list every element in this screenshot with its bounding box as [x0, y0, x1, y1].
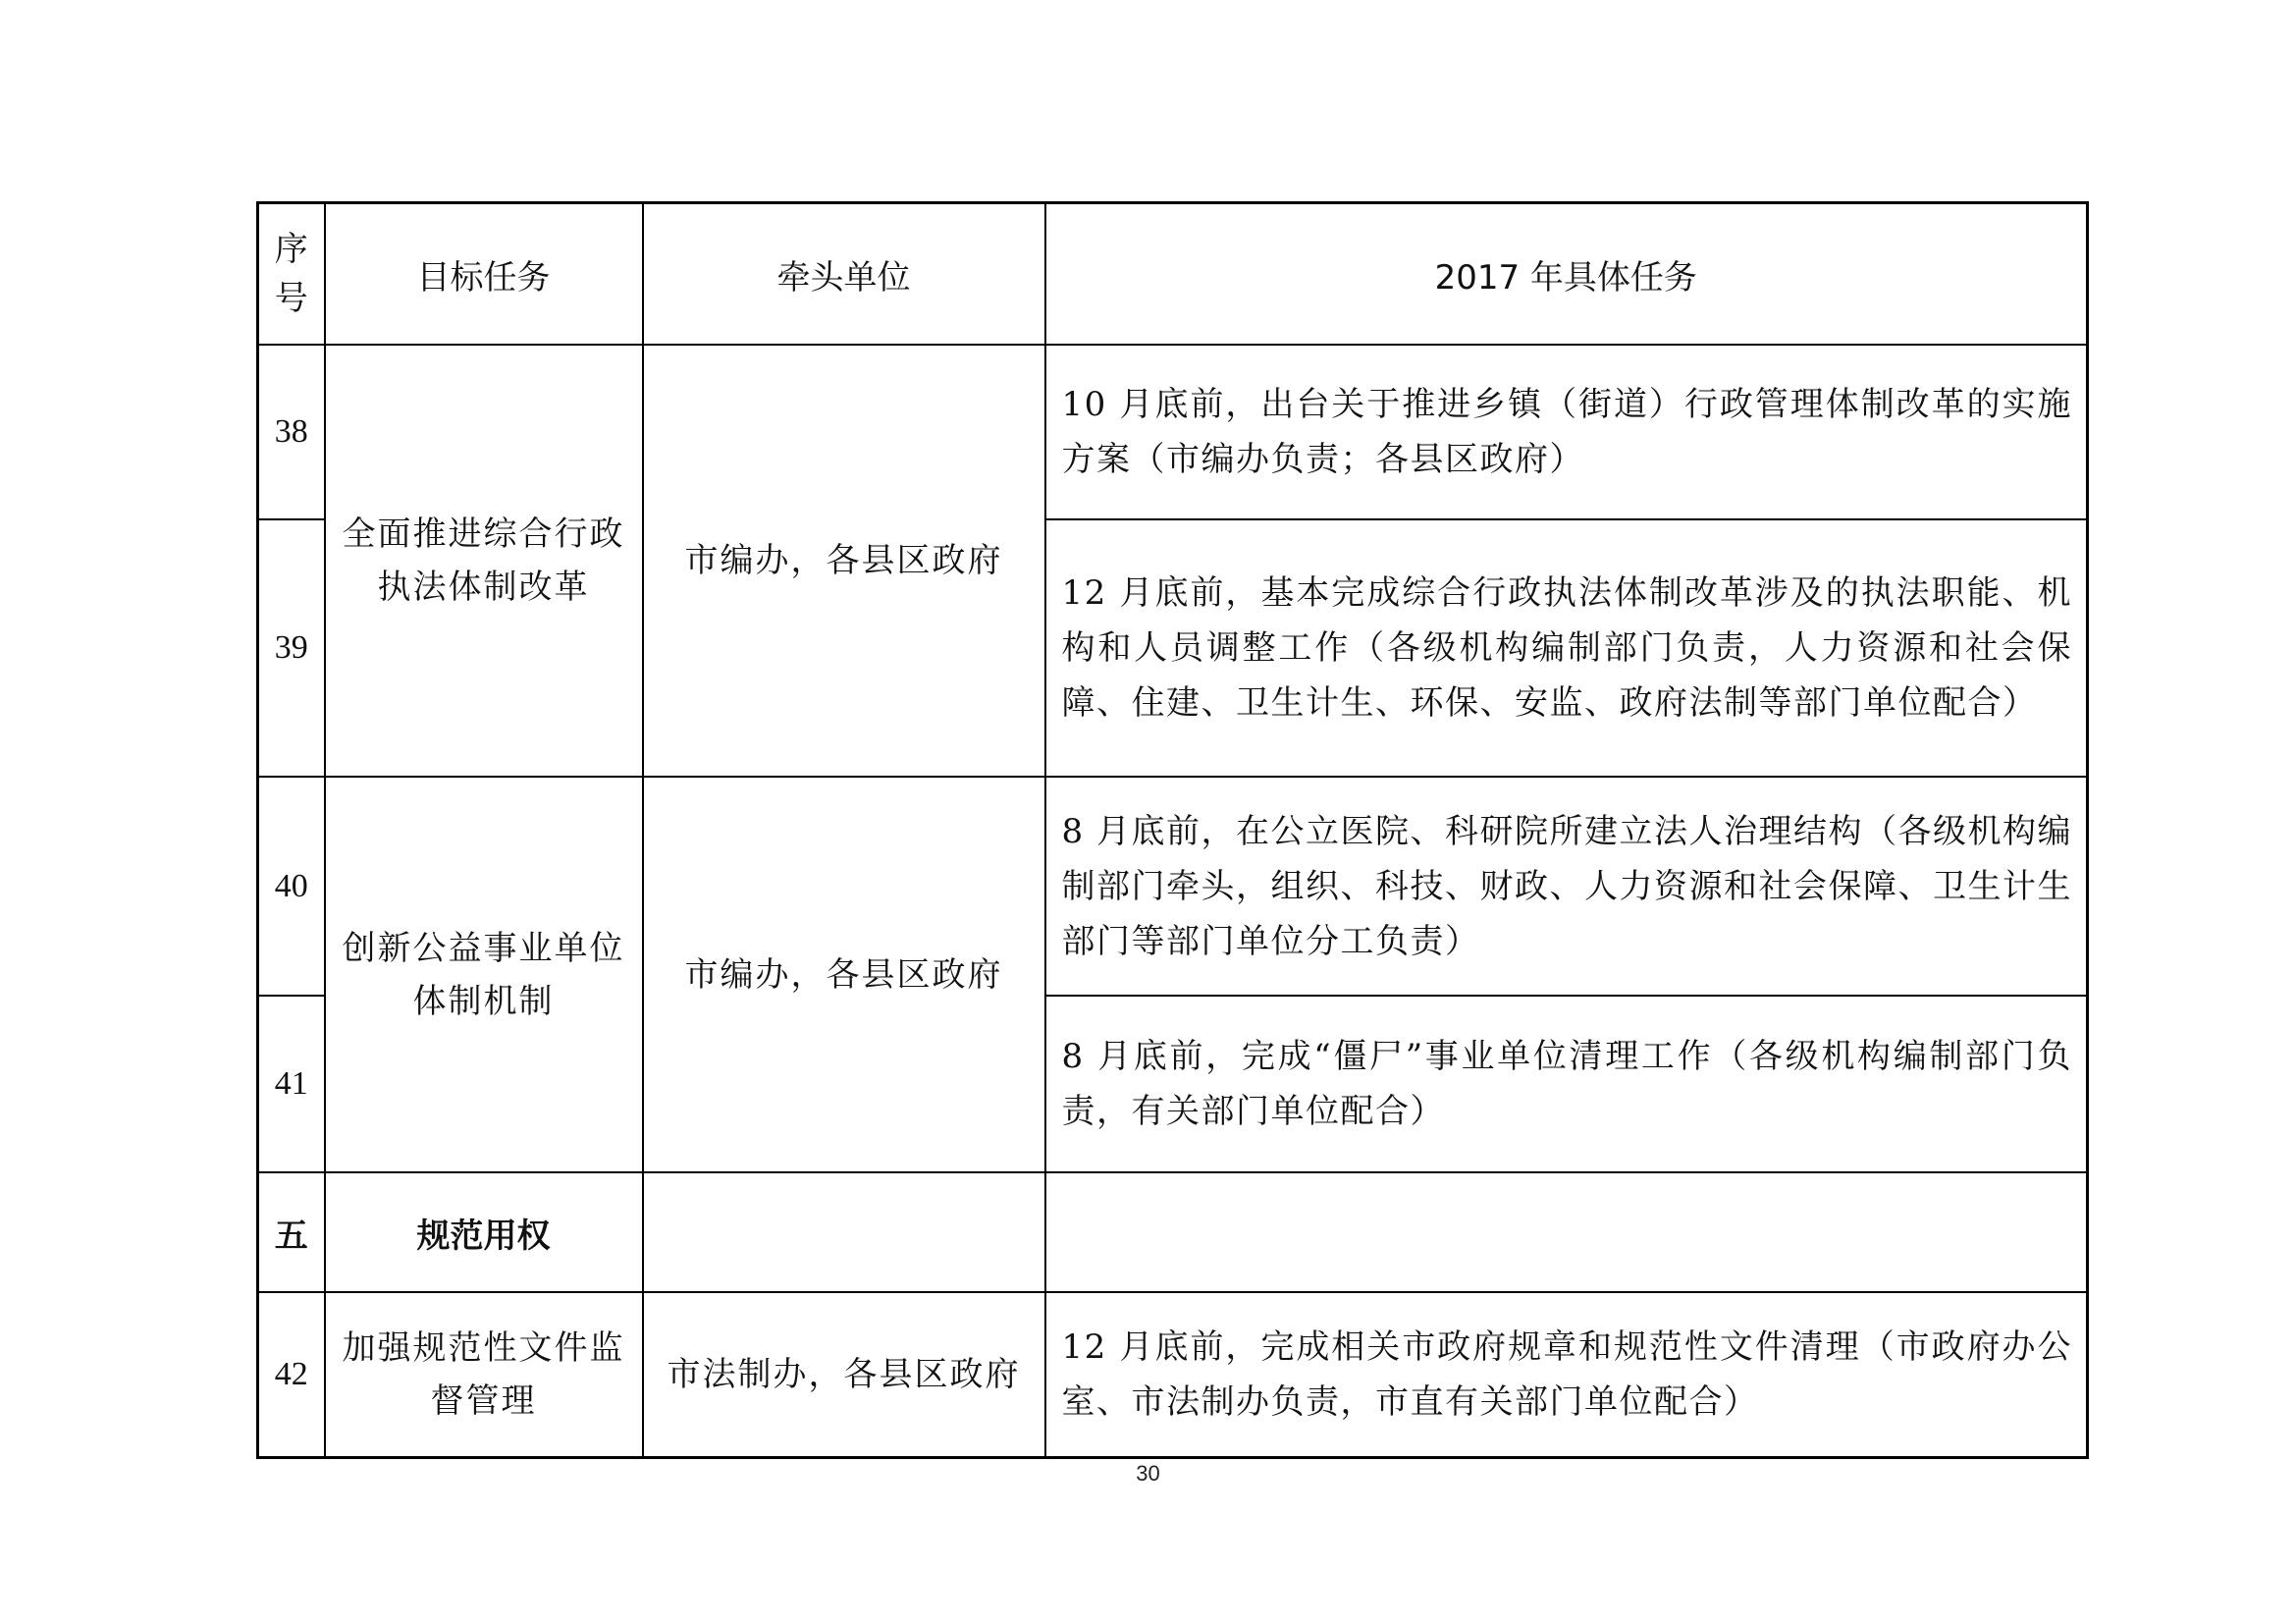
header-seq-char-1: 序: [274, 230, 308, 269]
task-table: [256, 201, 2089, 1459]
row-goal: 创新公益事业单位体制机制: [325, 777, 643, 1172]
row-task: 12 月底前，基本完成综合行政执法体制改革涉及的执法职能、机构和人员调整工作（各级机构编制部门负责，人力资源和社会保障、住建、卫生计生、环保、安监、政府法制等部门单位配合）: [1045, 519, 2088, 777]
section-empty-cell: [643, 1172, 1045, 1292]
header-seq-char-2: 号: [274, 279, 308, 318]
section-title: 规范用权: [325, 1172, 643, 1292]
row-seq: 42: [258, 1292, 325, 1458]
row-task: 12 月底前，完成相关市政府规章和规范性文件清理（市政府办公室、市法制办负责，市直有关部门单位配合）: [1045, 1292, 2088, 1458]
row-goal: 全面推进综合行政执法体制改革: [325, 345, 643, 777]
row-seq: 39: [258, 519, 325, 777]
header-task: 2017 年具体任务: [1045, 203, 2088, 346]
table-row: [258, 777, 2088, 996]
section-row: [258, 1172, 2088, 1292]
row-task: 10 月底前，出台关于推进乡镇（街道）行政管理体制改革的实施方案（市编办负责；各县区政府）: [1045, 345, 2088, 519]
table-row: [258, 1292, 2088, 1458]
page-number: 30: [1136, 1461, 1160, 1486]
row-lead: 市编办，各县区政府: [643, 777, 1045, 1172]
table-row: [258, 345, 2088, 519]
row-lead: 市编办，各县区政府: [643, 345, 1045, 777]
section-number: 五: [258, 1172, 325, 1292]
row-seq: 41: [258, 996, 325, 1172]
table-header-row: [258, 203, 2088, 346]
row-seq: 38: [258, 345, 325, 519]
header-lead: 牵头单位: [643, 203, 1045, 346]
row-lead: 市法制办，各县区政府: [643, 1292, 1045, 1458]
row-goal: 加强规范性文件监督管理: [325, 1292, 643, 1458]
row-task: 8 月底前，完成“僵尸”事业单位清理工作（各级机构编制部门负责，有关部门单位配合）: [1045, 996, 2088, 1172]
section-empty-cell: [1045, 1172, 2088, 1292]
row-task: 8 月底前，在公立医院、科研院所建立法人治理结构（各级机构编制部门牵头，组织、科技、财政、人力资源和社会保障、卫生计生部门等部门单位分工负责）: [1045, 777, 2088, 996]
row-seq: 40: [258, 777, 325, 996]
header-seq: [258, 203, 325, 346]
header-goal: 目标任务: [325, 203, 643, 346]
